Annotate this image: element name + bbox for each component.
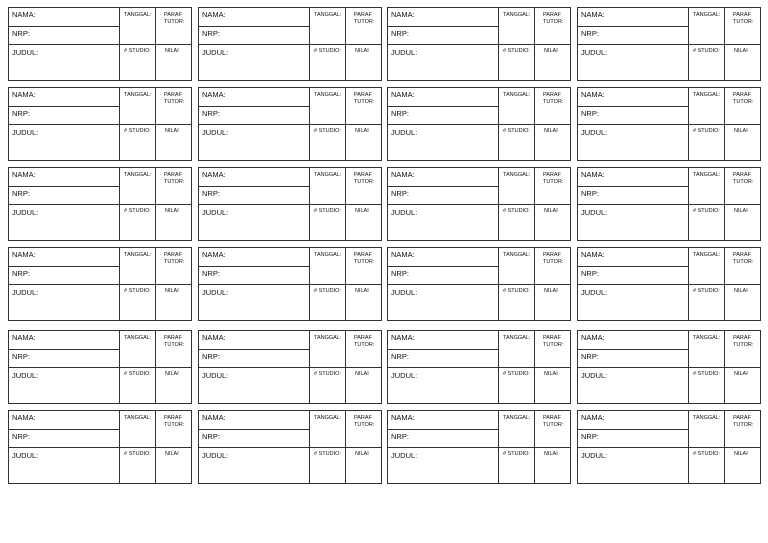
nama-label: NAMA: [581,10,605,19]
nrp-label: NRP: [391,29,409,38]
nama-label: NAMA: [12,170,36,179]
studio-label: # STUDIO: [693,208,720,214]
tanggal-label: TANGGAL: [693,335,721,341]
paraf-label: PARAF [164,335,182,341]
judul-label: JUDUL: [581,48,608,57]
tutor-label: TUTOR: [354,99,375,105]
nama-label: NAMA: [391,10,415,19]
nama-label: NAMA: [12,333,36,342]
row-divider [9,44,191,45]
nama-label: NAMA: [391,90,415,99]
paraf-label: PARAF [543,172,561,178]
nilai-label: NILAI [355,451,369,457]
registration-card-r3-c3 [387,167,571,241]
registration-card-r6-c4 [577,410,761,484]
tanggal-label: TANGGAL: [314,92,342,98]
judul-label: JUDUL: [391,208,418,217]
tanggal-label: TANGGAL: [693,172,721,178]
nama-label: NAMA: [202,90,226,99]
judul-label: JUDUL: [12,128,39,137]
nrp-label: NRP: [391,189,409,198]
row-divider [199,44,381,45]
nama-label: NAMA: [202,333,226,342]
row-divider [388,367,570,368]
row-divider [578,204,760,205]
tutor-label: TUTOR: [543,179,564,185]
nrp-label: NRP: [581,189,599,198]
paraf-label: PARAF [543,335,561,341]
nama-label: NAMA: [12,90,36,99]
row-divider [9,266,119,267]
nrp-label: NRP: [202,432,220,441]
nilai-label: NILAI [734,208,748,214]
studio-label: # STUDIO: [693,48,720,54]
nilai-label: NILAI [165,451,179,457]
nrp-label: NRP: [12,109,30,118]
tanggal-label: TANGGAL: [503,252,531,258]
nama-label: NAMA: [202,170,226,179]
tutor-label: TUTOR: [543,99,564,105]
nilai-label: NILAI [355,128,369,134]
nama-label: NAMA: [391,333,415,342]
row-divider [199,349,309,350]
row-divider [9,204,191,205]
row-divider [578,349,688,350]
nrp-label: NRP: [581,109,599,118]
tutor-label: TUTOR: [354,422,375,428]
registration-card-r2-c3 [387,87,571,161]
judul-label: JUDUL: [391,288,418,297]
row-divider [9,429,119,430]
judul-label: JUDUL: [391,371,418,380]
judul-label: JUDUL: [12,288,39,297]
studio-label: # STUDIO: [503,451,530,457]
row-divider [9,284,191,285]
paraf-label: PARAF [354,172,372,178]
paraf-label: PARAF [733,92,751,98]
studio-label: # STUDIO: [693,128,720,134]
row-divider [199,186,309,187]
nilai-label: NILAI [544,48,558,54]
row-divider [9,124,191,125]
registration-card-r4-c2 [198,247,382,321]
registration-card-r1-c3 [387,7,571,81]
tutor-label: TUTOR: [733,99,754,105]
nilai-label: NILAI [355,208,369,214]
row-divider [578,26,688,27]
tutor-label: TUTOR: [164,19,185,25]
tanggal-label: TANGGAL: [314,172,342,178]
registration-card-r2-c4 [577,87,761,161]
nrp-label: NRP: [12,432,30,441]
nilai-label: NILAI [544,128,558,134]
registration-card-r6-c1 [8,410,192,484]
row-divider [578,106,688,107]
tutor-label: TUTOR: [543,19,564,25]
paraf-label: PARAF [543,415,561,421]
tanggal-label: TANGGAL: [124,252,152,258]
paraf-label: PARAF [354,252,372,258]
nilai-label: NILAI [734,128,748,134]
paraf-label: PARAF [164,252,182,258]
studio-label: # STUDIO: [503,128,530,134]
row-divider [578,284,760,285]
nrp-label: NRP: [202,109,220,118]
tanggal-label: TANGGAL: [124,12,152,18]
studio-label: # STUDIO: [124,451,151,457]
tutor-label: TUTOR: [733,422,754,428]
row-divider [199,266,309,267]
studio-label: # STUDIO: [503,208,530,214]
paraf-label: PARAF [543,92,561,98]
nama-label: NAMA: [581,90,605,99]
row-divider [388,429,498,430]
tanggal-label: TANGGAL: [314,252,342,258]
judul-label: JUDUL: [202,48,229,57]
studio-label: # STUDIO: [503,48,530,54]
nama-label: NAMA: [202,250,226,259]
tutor-label: TUTOR: [543,422,564,428]
row-divider [388,447,570,448]
nilai-label: NILAI [165,208,179,214]
judul-label: JUDUL: [12,371,39,380]
studio-label: # STUDIO: [124,371,151,377]
tanggal-label: TANGGAL: [503,12,531,18]
row-divider [578,266,688,267]
judul-label: JUDUL: [581,451,608,460]
tutor-label: TUTOR: [543,342,564,348]
nama-label: NAMA: [391,170,415,179]
nrp-label: NRP: [391,432,409,441]
nama-label: NAMA: [581,170,605,179]
tanggal-label: TANGGAL: [503,415,531,421]
studio-label: # STUDIO: [503,288,530,294]
registration-card-r5-c1 [8,330,192,404]
row-divider [199,367,381,368]
row-divider [199,106,309,107]
row-divider [388,26,498,27]
studio-label: # STUDIO: [124,288,151,294]
studio-label: # STUDIO: [124,128,151,134]
studio-label: # STUDIO: [314,208,341,214]
registration-card-r1-c2 [198,7,382,81]
nrp-label: NRP: [202,189,220,198]
nrp-label: NRP: [12,29,30,38]
paraf-label: PARAF [733,12,751,18]
registration-card-r5-c2 [198,330,382,404]
tanggal-label: TANGGAL: [693,252,721,258]
nama-label: NAMA: [202,413,226,422]
registration-card-r3-c2 [198,167,382,241]
tutor-label: TUTOR: [164,179,185,185]
tutor-label: TUTOR: [164,422,185,428]
registration-card-r4-c1 [8,247,192,321]
row-divider [388,186,498,187]
nrp-label: NRP: [581,269,599,278]
row-divider [578,367,760,368]
row-divider [388,349,498,350]
tanggal-label: TANGGAL: [124,415,152,421]
nrp-label: NRP: [202,269,220,278]
nilai-label: NILAI [544,451,558,457]
tutor-label: TUTOR: [164,99,185,105]
nama-label: NAMA: [581,413,605,422]
studio-label: # STUDIO: [314,451,341,457]
tanggal-label: TANGGAL: [314,12,342,18]
studio-label: # STUDIO: [314,128,341,134]
nama-label: NAMA: [581,333,605,342]
registration-card-r2-c1 [8,87,192,161]
registration-card-r3-c1 [8,167,192,241]
tanggal-label: TANGGAL: [693,12,721,18]
paraf-label: PARAF [733,252,751,258]
registration-card-r6-c3 [387,410,571,484]
row-divider [9,186,119,187]
row-divider [9,106,119,107]
tanggal-label: TANGGAL: [124,172,152,178]
judul-label: JUDUL: [12,48,39,57]
tanggal-label: TANGGAL: [693,415,721,421]
tutor-label: TUTOR: [733,179,754,185]
tutor-label: TUTOR: [354,19,375,25]
nrp-label: NRP: [581,29,599,38]
nrp-label: NRP: [12,189,30,198]
studio-label: # STUDIO: [314,288,341,294]
paraf-label: PARAF [164,12,182,18]
studio-label: # STUDIO: [124,208,151,214]
row-divider [9,26,119,27]
tutor-label: TUTOR: [164,342,185,348]
paraf-label: PARAF [164,415,182,421]
row-divider [388,106,498,107]
tutor-label: TUTOR: [733,19,754,25]
tanggal-label: TANGGAL: [124,335,152,341]
row-divider [199,429,309,430]
studio-label: # STUDIO: [314,371,341,377]
row-divider [199,447,381,448]
row-divider [388,44,570,45]
row-divider [388,204,570,205]
row-divider [199,204,381,205]
tanggal-label: TANGGAL: [124,92,152,98]
paraf-label: PARAF [543,252,561,258]
nama-label: NAMA: [581,250,605,259]
nilai-label: NILAI [544,288,558,294]
paraf-label: PARAF [164,92,182,98]
paraf-label: PARAF [543,12,561,18]
judul-label: JUDUL: [391,128,418,137]
judul-label: JUDUL: [202,371,229,380]
tutor-label: TUTOR: [354,179,375,185]
row-divider [9,367,191,368]
row-divider [388,266,498,267]
nilai-label: NILAI [165,128,179,134]
tutor-label: TUTOR: [733,259,754,265]
row-divider [9,349,119,350]
registration-card-r3-c4 [577,167,761,241]
tanggal-label: TANGGAL: [693,92,721,98]
judul-label: JUDUL: [581,128,608,137]
nrp-label: NRP: [12,269,30,278]
registration-card-r5-c4 [577,330,761,404]
row-divider [199,284,381,285]
row-divider [199,124,381,125]
paraf-label: PARAF [164,172,182,178]
studio-label: # STUDIO: [503,371,530,377]
registration-card-r4-c3 [387,247,571,321]
nrp-label: NRP: [581,352,599,361]
nilai-label: NILAI [165,288,179,294]
nilai-label: NILAI [165,371,179,377]
nama-label: NAMA: [12,413,36,422]
row-divider [388,284,570,285]
registration-card-r5-c3 [387,330,571,404]
paraf-label: PARAF [733,335,751,341]
studio-label: # STUDIO: [693,451,720,457]
studio-label: # STUDIO: [124,48,151,54]
row-divider [9,447,191,448]
nilai-label: NILAI [165,48,179,54]
judul-label: JUDUL: [202,451,229,460]
registration-card-r6-c2 [198,410,382,484]
judul-label: JUDUL: [12,451,39,460]
studio-label: # STUDIO: [693,288,720,294]
nilai-label: NILAI [544,371,558,377]
tutor-label: TUTOR: [164,259,185,265]
judul-label: JUDUL: [391,48,418,57]
nilai-label: NILAI [355,48,369,54]
nilai-label: NILAI [355,288,369,294]
nrp-label: NRP: [391,269,409,278]
judul-label: JUDUL: [202,128,229,137]
nrp-label: NRP: [202,29,220,38]
row-divider [199,26,309,27]
registration-card-r1-c4 [577,7,761,81]
registration-card-r4-c4 [577,247,761,321]
tutor-label: TUTOR: [354,259,375,265]
row-divider [578,429,688,430]
tanggal-label: TANGGAL: [314,335,342,341]
nilai-label: NILAI [734,48,748,54]
row-divider [578,124,760,125]
tanggal-label: TANGGAL: [314,415,342,421]
nilai-label: NILAI [544,208,558,214]
paraf-label: PARAF [354,12,372,18]
paraf-label: PARAF [733,415,751,421]
row-divider [578,447,760,448]
judul-label: JUDUL: [581,288,608,297]
studio-label: # STUDIO: [693,371,720,377]
judul-label: JUDUL: [581,371,608,380]
nrp-label: NRP: [12,352,30,361]
judul-label: JUDUL: [202,288,229,297]
nama-label: NAMA: [12,10,36,19]
tutor-label: TUTOR: [543,259,564,265]
studio-label: # STUDIO: [314,48,341,54]
nilai-label: NILAI [734,288,748,294]
registration-card-r1-c1 [8,7,192,81]
nrp-label: NRP: [391,109,409,118]
nama-label: NAMA: [12,250,36,259]
nilai-label: NILAI [734,451,748,457]
row-divider [388,124,570,125]
tutor-label: TUTOR: [733,342,754,348]
tanggal-label: TANGGAL: [503,92,531,98]
tutor-label: TUTOR: [354,342,375,348]
judul-label: JUDUL: [12,208,39,217]
nilai-label: NILAI [734,371,748,377]
nama-label: NAMA: [391,250,415,259]
nilai-label: NILAI [355,371,369,377]
tanggal-label: TANGGAL: [503,335,531,341]
paraf-label: PARAF [354,92,372,98]
registration-card-r2-c2 [198,87,382,161]
paraf-label: PARAF [354,415,372,421]
paraf-label: PARAF [733,172,751,178]
paraf-label: PARAF [354,335,372,341]
row-divider [578,44,760,45]
judul-label: JUDUL: [581,208,608,217]
tanggal-label: TANGGAL: [503,172,531,178]
nrp-label: NRP: [391,352,409,361]
nama-label: NAMA: [202,10,226,19]
judul-label: JUDUL: [202,208,229,217]
nama-label: NAMA: [391,413,415,422]
nrp-label: NRP: [581,432,599,441]
row-divider [578,186,688,187]
nrp-label: NRP: [202,352,220,361]
judul-label: JUDUL: [391,451,418,460]
